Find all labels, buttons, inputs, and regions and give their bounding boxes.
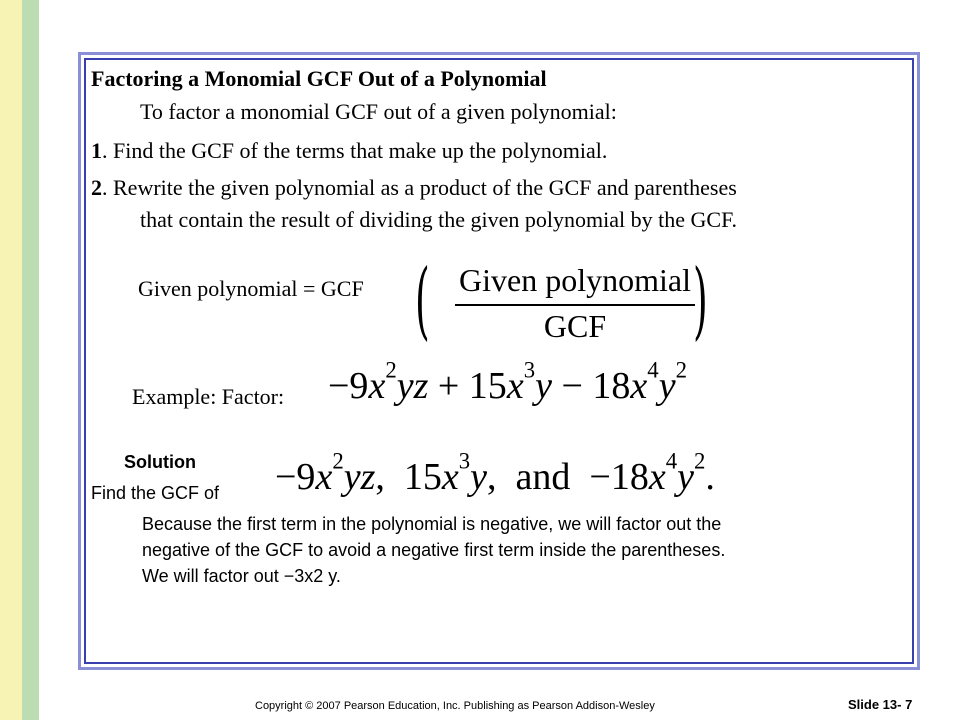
step-2-continued: that contain the result of dividing the given polynomial by the GCF. [140,207,738,232]
step-2-text: . Rewrite the given polynomial as a product of the GCF and parentheses [102,175,737,200]
intro-text: To factor a monomial GCF out of a given polynomial: [140,99,617,124]
footer-copyright: Copyright © 2007 Pearson Education, Inc. Publishing as Pearson Addison-Wesley [255,700,655,712]
solution-line-2: negative of the GCF to avoid a negative first term inside the parentheses. [142,540,726,560]
step-1-text: . Find the GCF of the terms that make up the polynomial. [102,138,608,163]
slide-title: Factoring a Monomial GCF Out of a Polynomial [91,66,547,91]
left-parenthesis: ( [415,251,430,349]
step-1-number: 1 [91,138,102,163]
solution-line-1: Because the first term in the polynomial is negative, we will factor out the [142,514,722,534]
step-1 [91,138,607,164]
right-parenthesis: ) [693,251,708,349]
step-2 [91,175,737,201]
solution-paragraph [142,511,917,589]
example-expression: $-9x^2yz + 15x^3y - 18x^4y^2$ [328,357,687,407]
solution-heading: Solution [124,452,196,472]
example-label: Example: Factor: [132,384,285,409]
fraction-bar [455,304,695,306]
left-stripe-green [22,0,39,720]
fraction-numerator: Given polynomial [459,262,691,298]
formula-fraction [415,251,720,349]
fraction-denominator: GCF [543,308,607,344]
left-stripe-yellow [0,0,22,720]
solution-line-3: We will factor out −3x2 y. [142,566,341,586]
formula-lhs: Given polynomial = GCF [138,276,364,301]
slide-number: Slide 13- 7 [848,697,913,712]
gcf-terms: $-9x^2yz$, $15x^3y$, and $-18x^4y^2$. [275,448,715,498]
step-2-number: 2 [91,175,102,200]
find-gcf-label: Find the GCF of [91,483,220,503]
